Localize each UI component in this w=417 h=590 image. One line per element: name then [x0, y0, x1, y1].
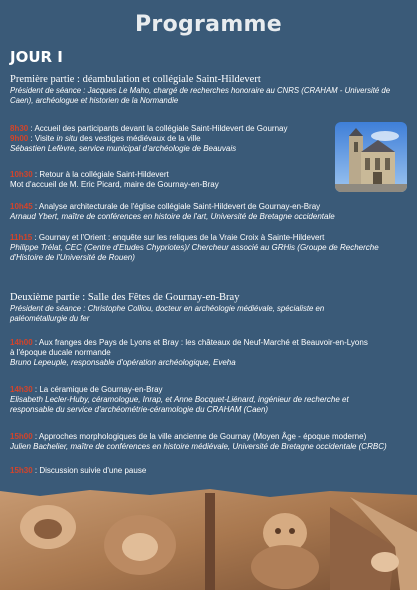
- part2-president-line: paléométallurgie du fer: [10, 314, 90, 323]
- program-line: [10, 180, 219, 190]
- part1-title: Première partie : déambulation et collégiale Saint-Hildevert: [10, 74, 261, 85]
- program-text: : Aux franges des Pays de Lyons et Bray : les châteaux de Neuf-Marché et Beauvoir-en-Lyons: [32, 338, 368, 347]
- program-text: : Analyse architecturale de l'église collégiale Saint-Hildevert de Gournay-en-Bray: [32, 202, 321, 211]
- program-text: : Discussion suivie d'une pause: [32, 466, 147, 475]
- program-item: [10, 170, 219, 190]
- program-line: [10, 134, 288, 144]
- program-item: [10, 432, 387, 452]
- program-text: : Approches morphologiques de la ville ancienne de Gournay (Moyen Âge - époque moderne): [32, 432, 367, 441]
- time-label: 14h30: [10, 385, 33, 394]
- sculpture-photo: [0, 487, 417, 590]
- program-text: à l'époque ducale normande: [10, 348, 111, 357]
- part2-president: [10, 304, 408, 324]
- program-text: : Visite: [28, 134, 57, 143]
- program-item: [10, 233, 379, 263]
- church-photo: [335, 122, 407, 192]
- program-text: des vestiges médiévaux de la ville: [77, 134, 201, 143]
- part2-president-line: Président de séance : Christophe Colliou, docteur en archéologie médiévale, spécialiste en: [10, 304, 325, 313]
- program-line: [10, 202, 335, 212]
- program-text-em: in situ: [56, 134, 78, 143]
- time-label: 15h00: [10, 432, 33, 441]
- speaker: Arnaud Ybert, maître de conférences en histoire de l'art, Université de Bretagne occidentale: [10, 212, 335, 221]
- program-item: [10, 385, 349, 415]
- program-item: [10, 466, 146, 476]
- time-label: 10h30: [10, 170, 33, 179]
- program-text: Mot d'accueil de M. Eric Picard, maire de Gournay-en-Bray: [10, 180, 219, 189]
- time-label: 11h15: [10, 233, 33, 242]
- part1-header: [10, 74, 408, 106]
- speaker: d'Histoire de l'Université de Rouen): [10, 253, 135, 262]
- program-line: [10, 124, 288, 134]
- program-line: [10, 170, 219, 180]
- part1-president: [10, 86, 408, 106]
- speaker: Elisabeth Lecler-Huby, céramologue, Inrap, et Anne Bocquet-Liénard, ingénieur de recherche et: [10, 395, 349, 404]
- time-label: 10h45: [10, 202, 33, 211]
- program-item: [10, 124, 288, 154]
- program-line: [10, 338, 368, 348]
- program-text: : Retour à la collégiale Saint-Hildevert: [32, 170, 169, 179]
- speaker: Philippe Trélat, CEC (Centre d'Etudes Chypriotes)/ Chercheur associé au GRHis (Groupe de Recherche: [10, 243, 379, 252]
- speaker: Sébastien Lefèvre, service municipal d'archéologie de Beauvais: [10, 144, 237, 153]
- time-label: 9h00: [10, 134, 29, 143]
- program-line: [10, 385, 349, 395]
- time-label: 8h30: [10, 124, 29, 133]
- program-line: [10, 233, 379, 243]
- program-text: : La céramique de Gournay-en-Bray: [32, 385, 163, 394]
- time-label: 15h30: [10, 466, 33, 475]
- program-line: [10, 466, 146, 476]
- speaker: Bruno Lepeuple, responsable d'opération archéologique, Eveha: [10, 358, 236, 367]
- part1-president-line: Caen), archéologue et historien de la Normandie: [10, 96, 179, 105]
- program-line: [10, 348, 368, 358]
- program-line: [10, 432, 387, 442]
- program-text: : Accueil des participants devant la collégiale Saint-Hildevert de Gournay: [28, 124, 288, 133]
- part1-president-line: Président de séance : Jacques Le Maho, chargé de recherches honoraire au CNRS (CRAHAM - Université de: [10, 86, 391, 95]
- program-text: : Gournay et l'Orient : enquête sur les reliques de la Vraie Croix à Sainte-Hildevert: [32, 233, 325, 242]
- program-item: [10, 338, 368, 368]
- part2-title: Deuxième partie : Salle des Fêtes de Gournay-en-Bray: [10, 292, 240, 303]
- part2-header: [10, 292, 408, 324]
- program-item: [10, 202, 335, 222]
- speaker: responsable du service d'archéométrie-céramologie du CRAHAM (Caen): [10, 405, 269, 414]
- time-label: 14h00: [10, 338, 33, 347]
- speaker: Julien Bachelier, maître de conférences en histoire médiévale, Université de Bretagne occidentale (CRBC): [10, 442, 387, 451]
- day-heading: JOUR I: [10, 48, 63, 66]
- page-title: Programme: [135, 12, 282, 37]
